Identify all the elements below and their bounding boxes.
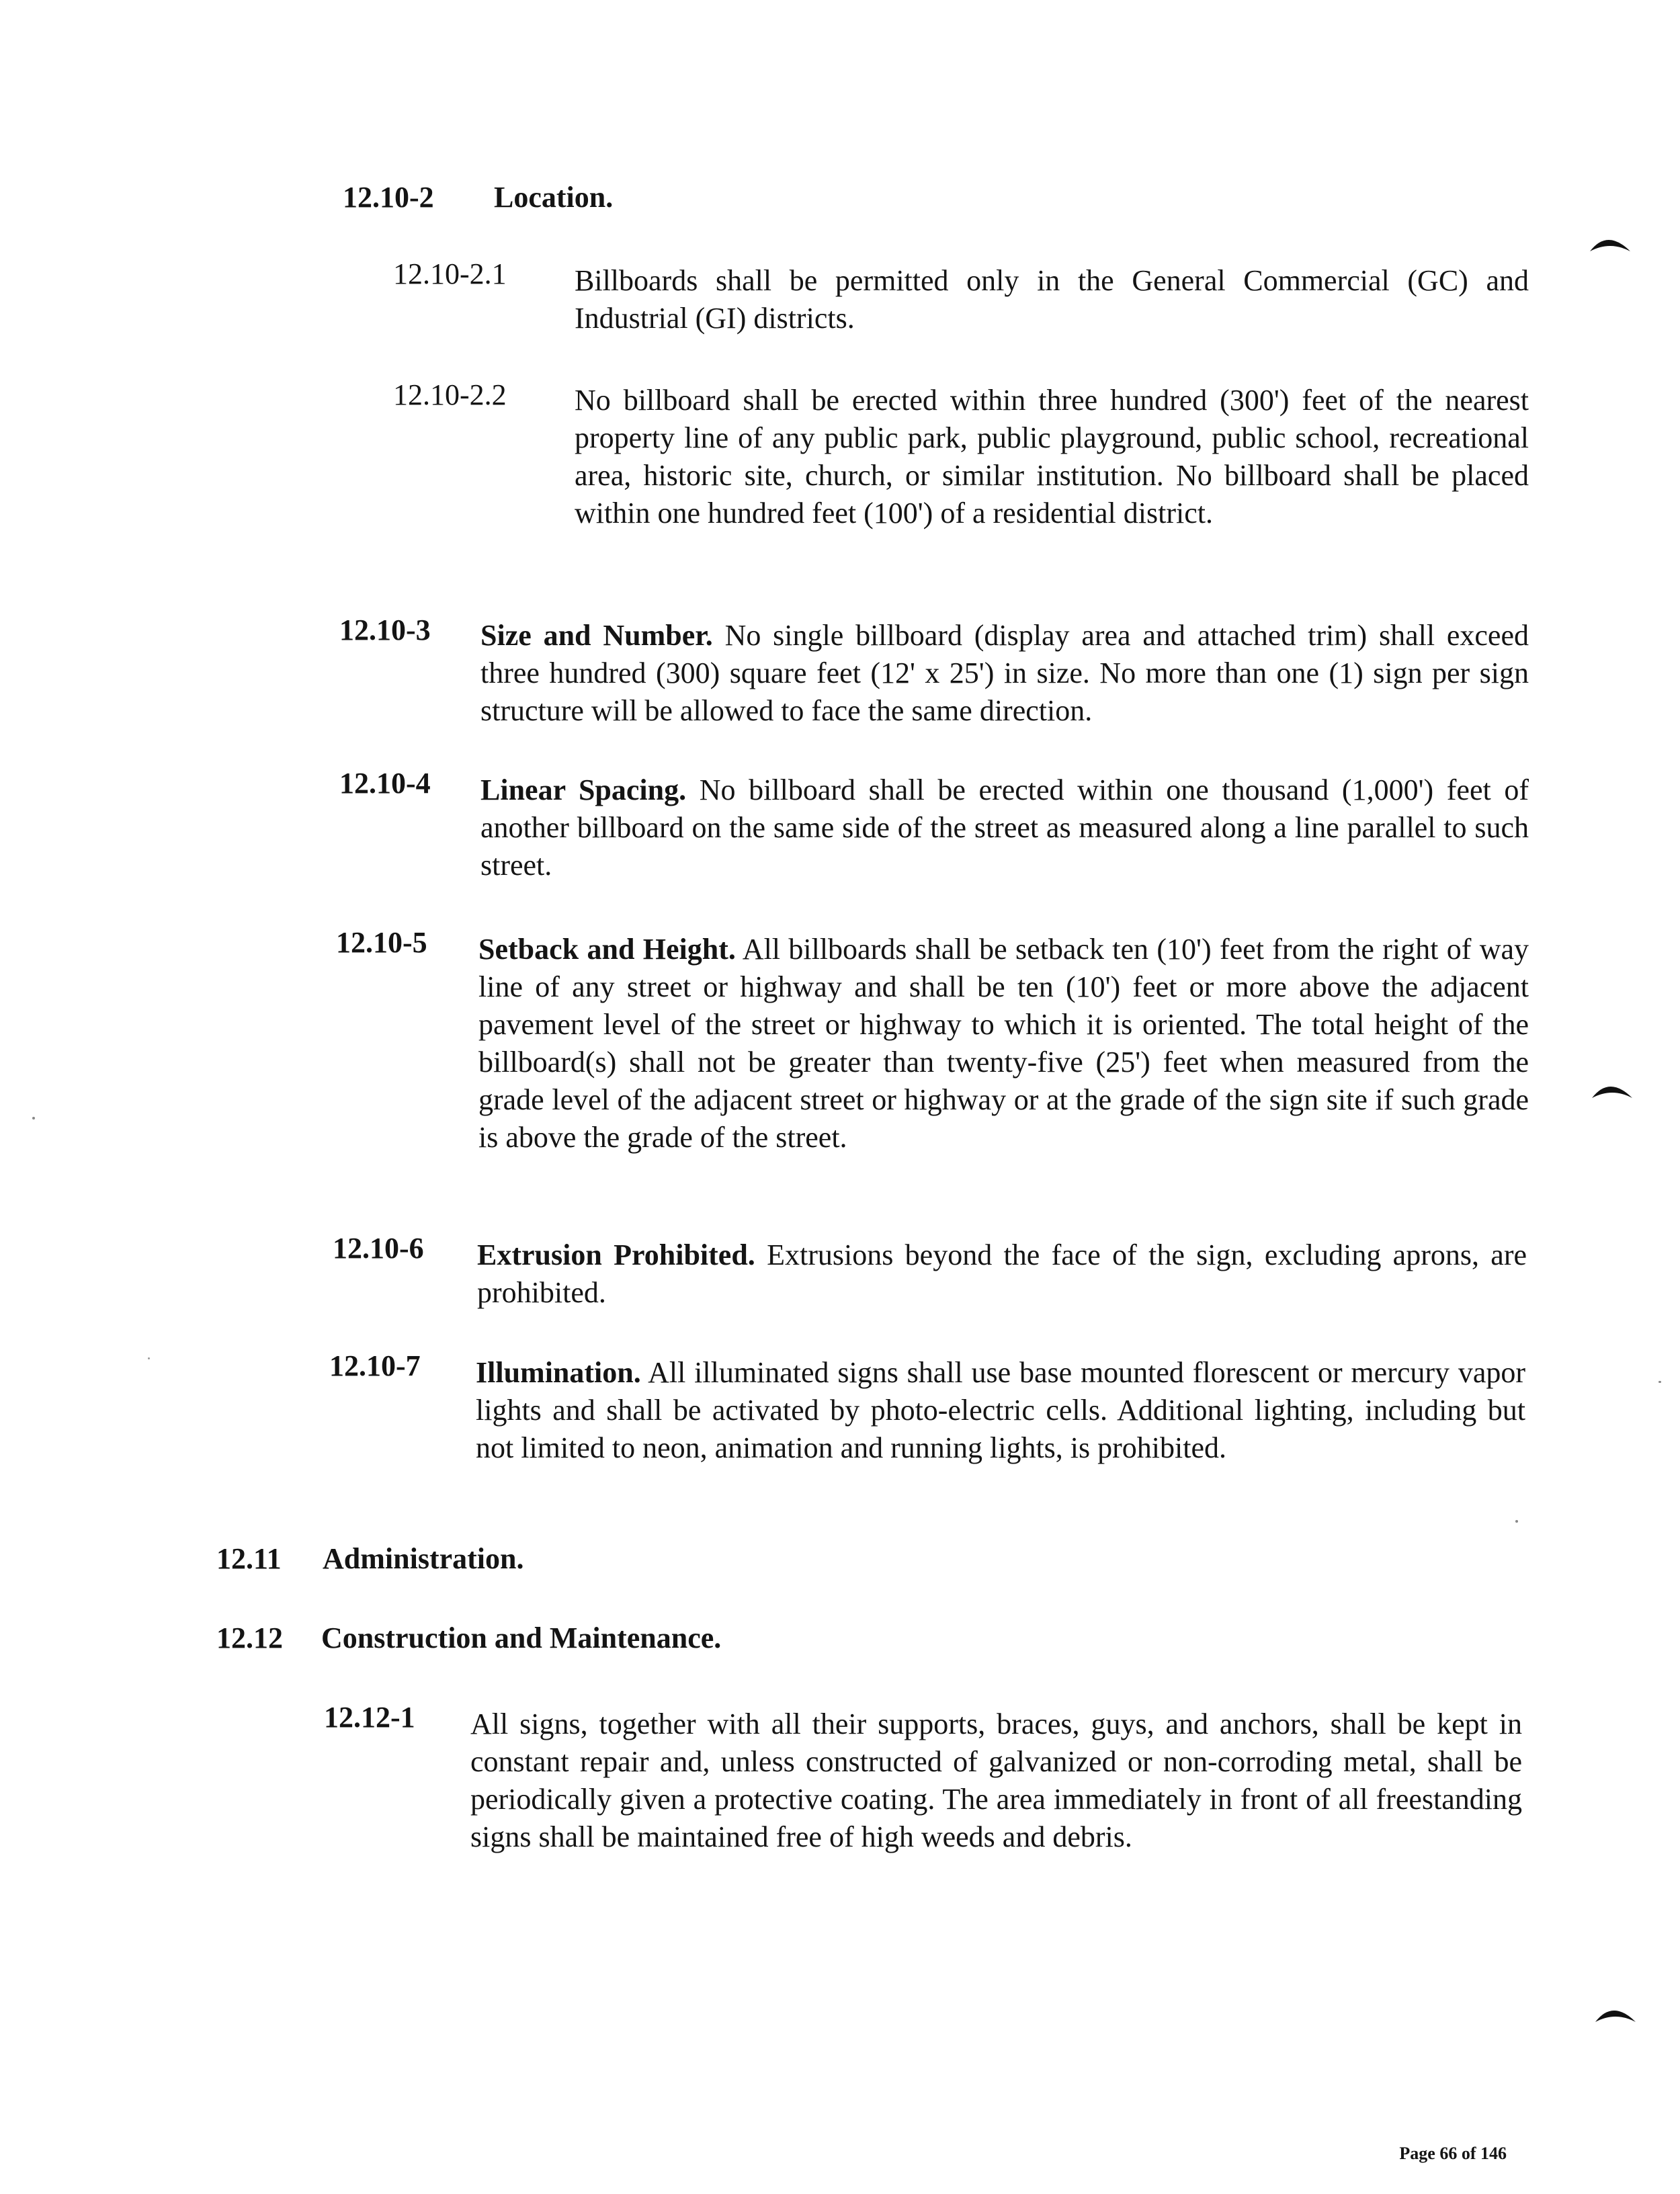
section-12-10-2-2-number: 12.10-2.2: [393, 378, 507, 411]
binder-hole-mark-top: [1587, 228, 1634, 255]
scan-speck: [148, 1357, 150, 1359]
section-12-10-2-1-text: Billboards shall be permitted only in the General Commercial (GC) and Industrial (GI) districts.: [575, 264, 1529, 335]
binder-hole-mark-middle: [1589, 1075, 1636, 1102]
section-12-11-number: 12.11: [216, 1542, 282, 1575]
section-12-10-6-text: Extrusions beyond the face of the sign, excluding aprons, are prohibited.: [477, 1238, 1527, 1309]
binder-hole-mark-bottom: [1593, 1999, 1640, 2026]
section-12-10-7-text: All illuminated signs shall use base mounted florescent or mercury vapor lights and shall be activated by photo-electric cells. Additional lighting, including but not limited to neon, animation and running lights, is prohibited.: [476, 1356, 1525, 1464]
section-12-10-5-title: Setback and Height.: [478, 933, 736, 966]
section-12-10-5-paragraph: [478, 931, 1529, 1156]
section-12-10-2-title: Location.: [494, 181, 614, 214]
section-12-10-6-title: Extrusion Prohibited.: [477, 1238, 755, 1271]
section-12-10-3-title: Size and Number.: [480, 619, 713, 652]
section-12-10-3-text: No single billboard (display area and attached trim) shall exceed three hundred (300) square feet (12' x 25') in size. No more than one (1) sign per sign structure will be allowed to face the same direction.: [480, 619, 1529, 727]
section-12-10-2-1-number: 12.10-2.1: [393, 257, 507, 290]
section-12-10-7-paragraph: [476, 1354, 1525, 1467]
section-12-10-3-paragraph: [480, 617, 1529, 730]
section-12-10-4-paragraph: [480, 771, 1529, 884]
section-12-12-title: Construction and Maintenance.: [321, 1621, 722, 1654]
section-12-10-6-paragraph: [477, 1236, 1527, 1312]
scan-speck: [1658, 1381, 1661, 1383]
section-12-10-7-title: Illumination.: [476, 1356, 641, 1389]
scan-speck: [32, 1117, 35, 1120]
section-12-10-2-number: 12.10-2: [343, 181, 434, 214]
section-12-10-3-number: 12.10-3: [339, 614, 431, 646]
section-12-10-4-title: Linear Spacing.: [480, 773, 687, 806]
section-12-11-title: Administration.: [323, 1542, 524, 1575]
section-12-10-6-number: 12.10-6: [333, 1232, 424, 1265]
section-12-12-1-text: All signs, together with all their supports, braces, guys, and anchors, shall be kept in constant repair and, unless constructed of galvanized or non-corroding metal, shall be periodically given a protective coating. The area immediately in front of all freestanding signs shall be maintained free of high weeds and debris.: [470, 1707, 1522, 1853]
section-12-10-7-number: 12.10-7: [329, 1349, 421, 1382]
page-number: Page 66 of 146: [1399, 2144, 1507, 2163]
section-12-10-5-text: All billboards shall be setback ten (10') feet from the right of way line of any street or highway and shall be ten (10') feet or more above the adjacent pavement level of the street or highway to which it is oriented. The total height of the billboard(s) shall not be greater than twenty-five (25') feet when measured from the grade level of the adjacent street or highway or at the grade of the sign site if such grade is above the grade of the street.: [478, 933, 1529, 1154]
section-12-10-4-number: 12.10-4: [339, 767, 431, 800]
section-12-10-4-text: No billboard shall be erected within one thousand (1,000') feet of another billboard on the same side of the street as measured along a line parallel to such street.: [480, 773, 1529, 882]
section-12-10-5-number: 12.10-5: [336, 926, 427, 959]
section-12-12-1-number: 12.12-1: [324, 1701, 415, 1734]
scan-speck: [1515, 1520, 1518, 1523]
section-12-12-number: 12.12: [216, 1621, 283, 1654]
section-12-10-2-2-text: No billboard shall be erected within three hundred (300') feet of the nearest property line of any public park, public playground, public school, recreational area, historic site, church, or similar institution. No billboard shall be placed within one hundred feet (100') of a residential district.: [575, 384, 1529, 530]
